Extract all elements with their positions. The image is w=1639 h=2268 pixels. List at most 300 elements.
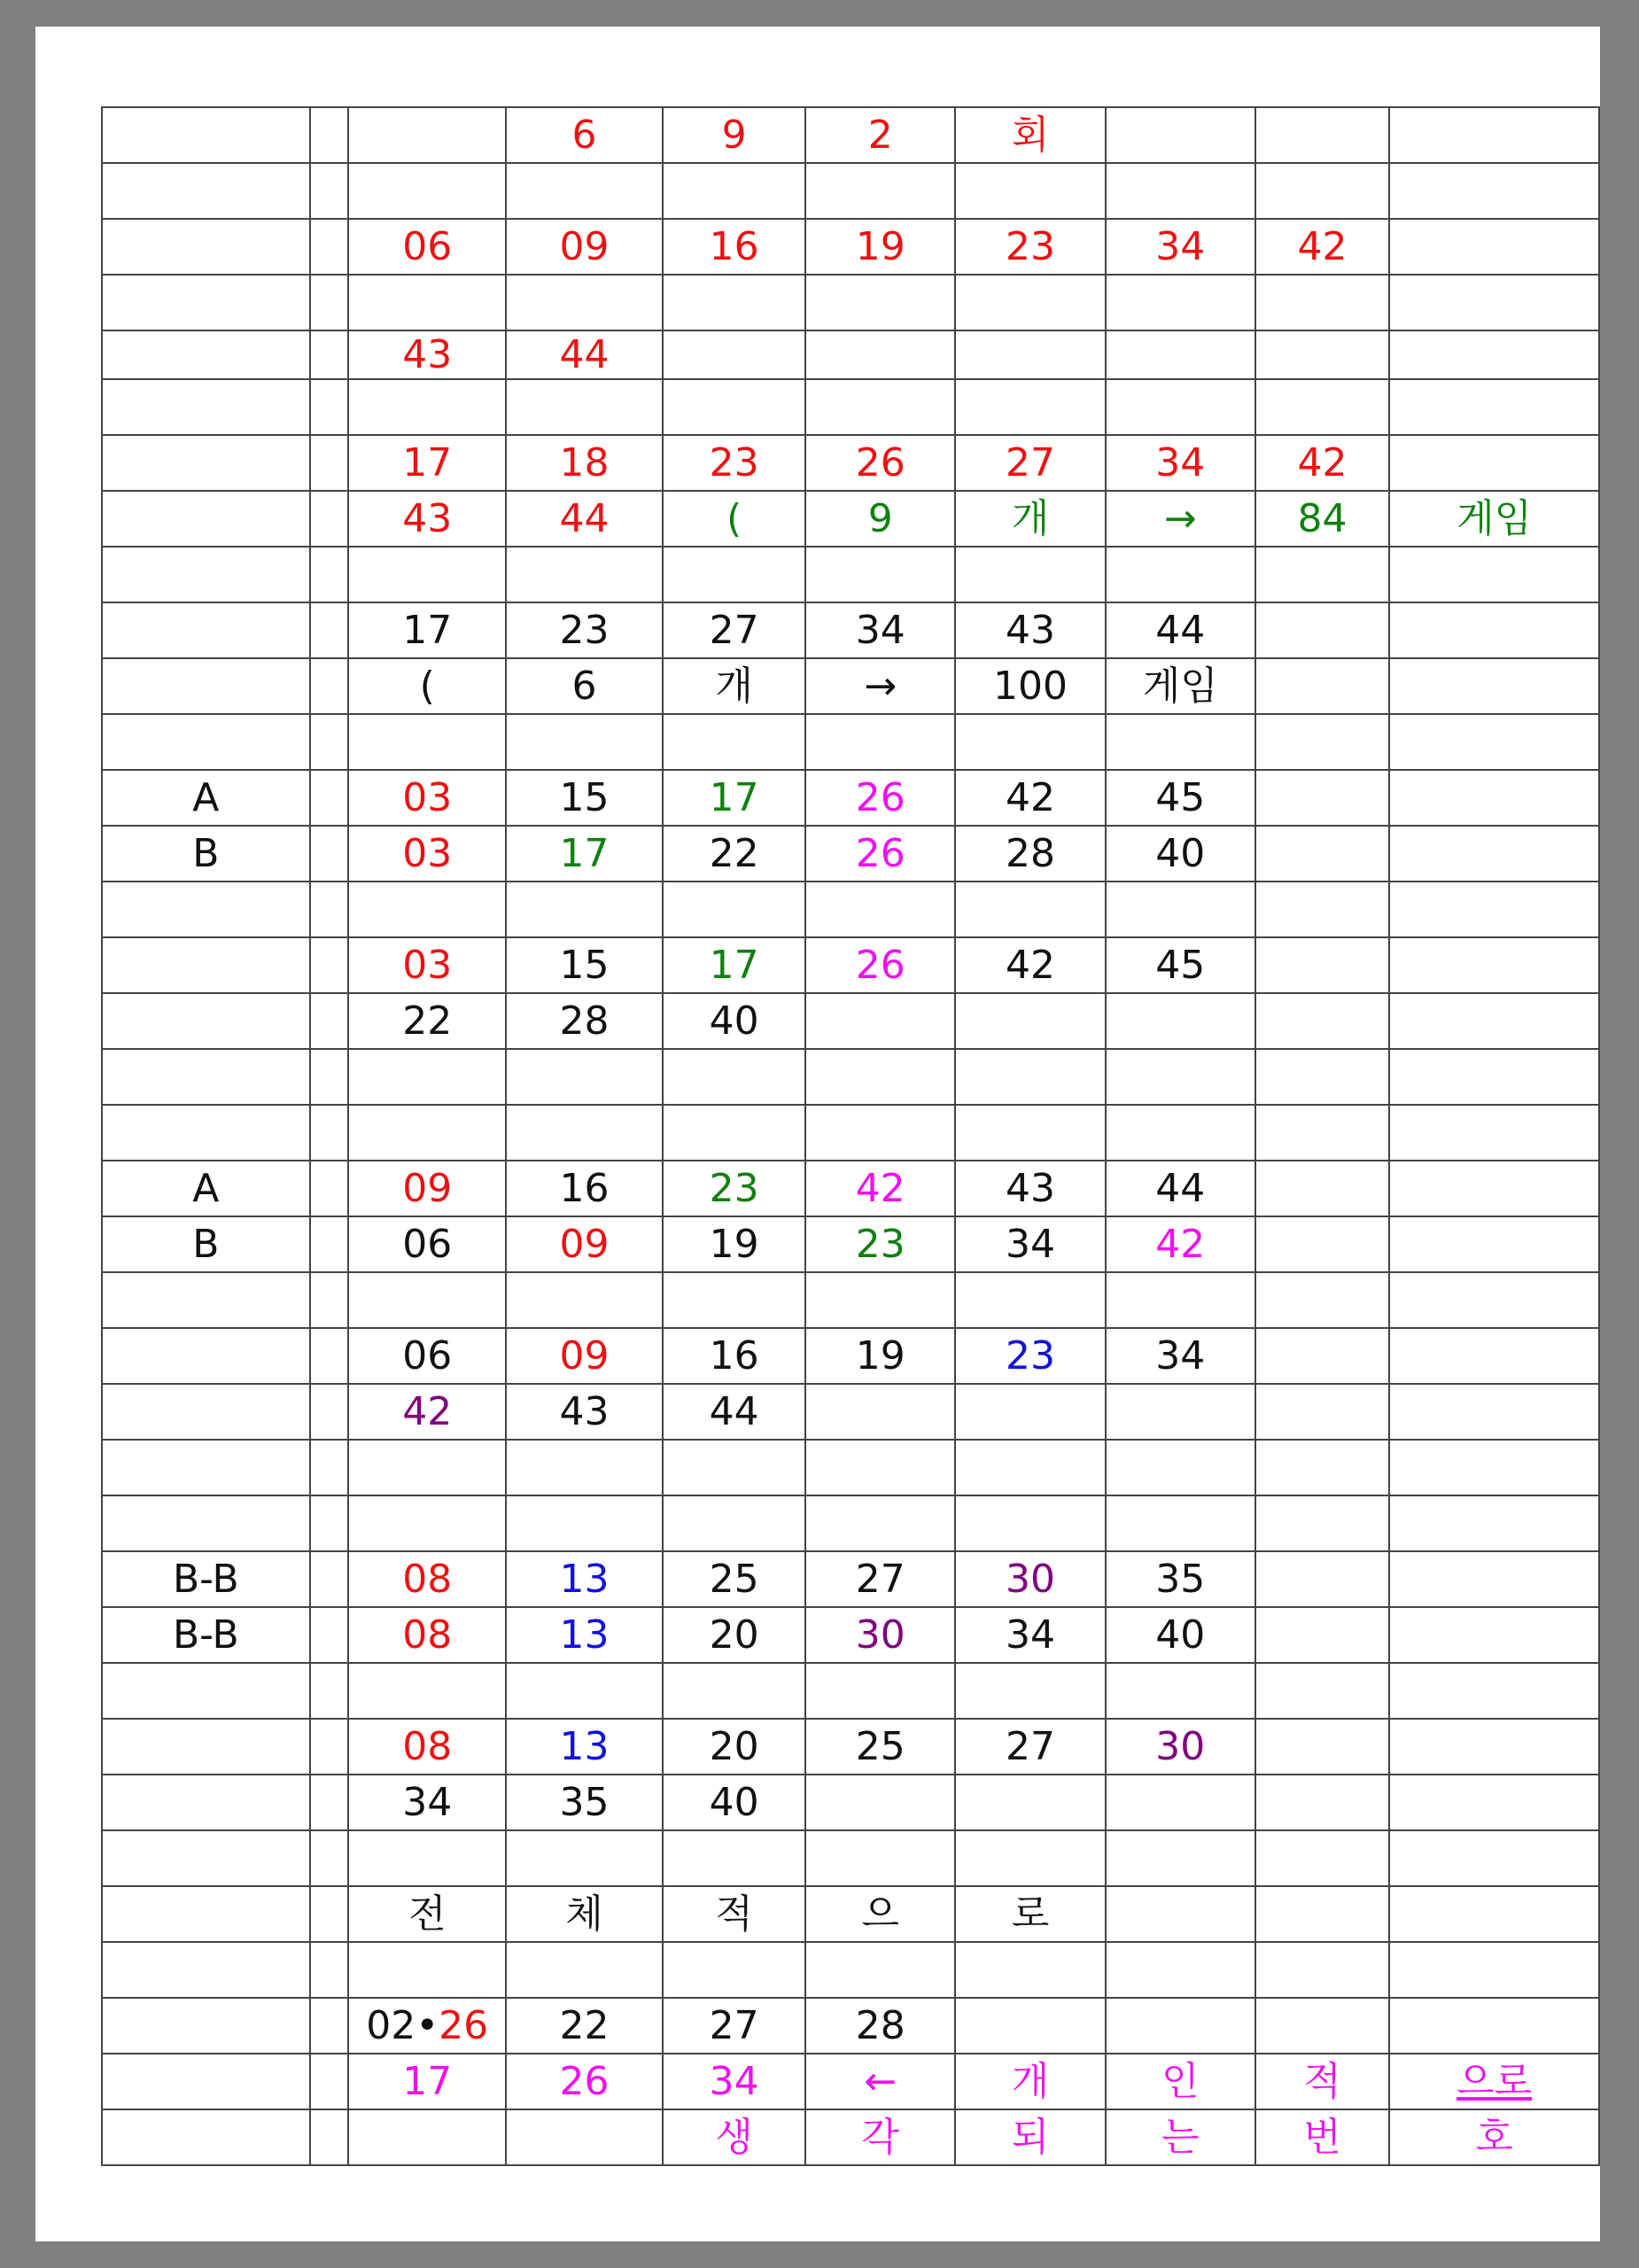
grid-cell xyxy=(506,937,663,993)
grid-cell xyxy=(102,826,310,882)
grid-cell xyxy=(506,882,663,937)
grid-cell xyxy=(506,993,663,1049)
grid-cell xyxy=(310,107,349,163)
cell-text: 34 xyxy=(1155,1332,1206,1379)
grid-cell xyxy=(1106,1161,1255,1216)
grid-cell xyxy=(1389,1328,1599,1384)
cell-text: 되 xyxy=(1011,2114,1050,2160)
cell-text: 09 xyxy=(559,1221,610,1267)
table-row xyxy=(102,379,1599,435)
grid-cell xyxy=(955,714,1105,770)
grid-cell xyxy=(310,826,349,882)
grid-cell xyxy=(102,163,310,219)
grid-cell xyxy=(955,1384,1105,1440)
grid-cell xyxy=(348,714,506,770)
grid-cell xyxy=(663,714,805,770)
grid-cell xyxy=(1106,1942,1255,1998)
grid-cell xyxy=(102,1607,310,1663)
grid-cell xyxy=(805,1105,955,1161)
grid-cell xyxy=(102,2109,310,2165)
cell-text: 44 xyxy=(559,331,610,377)
cell-text: 28 xyxy=(1005,830,1055,876)
grid-cell xyxy=(663,107,805,163)
cell-text: 17 xyxy=(709,774,759,820)
grid-cell xyxy=(805,1384,955,1440)
grid-cell xyxy=(310,1719,349,1775)
number-grid-table xyxy=(101,106,1600,2166)
cell-text: 18 xyxy=(559,439,610,485)
grid-cell xyxy=(310,1161,349,1216)
cell-text: A xyxy=(192,1165,220,1211)
grid-cell xyxy=(310,379,349,435)
grid-cell xyxy=(310,2109,349,2165)
grid-cell xyxy=(1106,2109,1255,2165)
cell-text: 16 xyxy=(709,223,759,269)
cell-text: → xyxy=(864,663,897,709)
grid-cell xyxy=(1389,1719,1599,1775)
table-row xyxy=(102,1942,1599,1998)
grid-cell xyxy=(805,107,955,163)
cell-text: 08 xyxy=(402,1556,453,1602)
grid-cell xyxy=(663,1551,805,1607)
grid-cell xyxy=(1255,602,1389,658)
grid-cell xyxy=(663,330,805,379)
grid-cell xyxy=(1255,275,1389,330)
grid-cell xyxy=(1389,379,1599,435)
grid-cell xyxy=(955,1272,1105,1328)
cell-text: 42 xyxy=(1005,942,1055,988)
table-row xyxy=(102,1216,1599,1272)
cell-text: 43 xyxy=(559,1388,610,1434)
grid-cell xyxy=(310,937,349,993)
grid-cell xyxy=(348,770,506,826)
grid-cell xyxy=(955,1105,1105,1161)
cell-text: 08 xyxy=(402,1723,453,1769)
grid-cell xyxy=(310,770,349,826)
grid-cell xyxy=(310,1551,349,1607)
grid-cell xyxy=(1106,2054,1255,2109)
grid-cell xyxy=(1389,1105,1599,1161)
grid-cell xyxy=(955,1663,1105,1719)
grid-cell xyxy=(348,993,506,1049)
grid-cell xyxy=(506,1775,663,1830)
cell-text: 45 xyxy=(1155,942,1206,988)
table-row xyxy=(102,993,1599,1049)
grid-cell xyxy=(506,826,663,882)
grid-cell xyxy=(1255,714,1389,770)
grid-cell xyxy=(805,602,955,658)
cell-text: 43 xyxy=(1005,1165,1055,1211)
grid-cell xyxy=(348,107,506,163)
grid-cell xyxy=(805,379,955,435)
grid-cell xyxy=(102,1272,310,1328)
grid-cell xyxy=(805,491,955,547)
cell-text: 43 xyxy=(1005,607,1055,653)
grid-cell xyxy=(310,435,349,491)
cell-text: 호 xyxy=(1475,2114,1513,2160)
cell-text: 번 xyxy=(1303,2114,1341,2160)
cell-text: 개 xyxy=(1011,495,1050,541)
table-row xyxy=(102,882,1599,937)
cell-text: 44 xyxy=(1155,607,1206,653)
grid-cell xyxy=(1255,1328,1389,1384)
grid-cell xyxy=(805,1998,955,2054)
cell-text: 03 xyxy=(402,942,453,988)
cell-text: 40 xyxy=(1155,830,1206,876)
grid-cell xyxy=(1106,1105,1255,1161)
cell-text: 35 xyxy=(1155,1556,1206,1602)
cell-text: 19 xyxy=(855,223,905,269)
grid-cell xyxy=(310,275,349,330)
grid-cell xyxy=(1106,770,1255,826)
grid-cell xyxy=(663,1384,805,1440)
cell-text: 게임 xyxy=(1142,663,1218,709)
grid-cell xyxy=(663,491,805,547)
cell-text: B-B xyxy=(173,1612,239,1658)
grid-cell xyxy=(348,275,506,330)
grid-cell xyxy=(348,1775,506,1830)
grid-cell xyxy=(1255,107,1389,163)
grid-cell xyxy=(1106,219,1255,275)
grid-cell xyxy=(506,435,663,491)
grid-cell xyxy=(955,2109,1105,2165)
grid-cell xyxy=(102,1216,310,1272)
grid-cell xyxy=(805,993,955,1049)
cell-text: 26 xyxy=(855,942,905,988)
grid-cell xyxy=(663,1049,805,1105)
grid-cell xyxy=(506,547,663,602)
cell-text: 20 xyxy=(709,1723,759,1769)
grid-cell xyxy=(102,1440,310,1495)
grid-cell xyxy=(1389,1942,1599,1998)
grid-cell xyxy=(1389,1161,1599,1216)
table-row xyxy=(102,1607,1599,1663)
grid-cell xyxy=(506,1216,663,1272)
grid-cell xyxy=(1255,2109,1389,2165)
grid-cell xyxy=(348,1161,506,1216)
grid-cell xyxy=(506,107,663,163)
grid-cell xyxy=(310,1495,349,1551)
cell-text: 09 xyxy=(402,1165,453,1211)
cell-text: 42 xyxy=(402,1388,453,1434)
grid-cell xyxy=(663,1719,805,1775)
cell-text: 17 xyxy=(402,2058,453,2104)
grid-cell xyxy=(1389,275,1599,330)
grid-cell xyxy=(805,330,955,379)
cell-text: 27 xyxy=(1005,439,1055,485)
grid-cell xyxy=(1255,1998,1389,2054)
grid-cell xyxy=(1389,993,1599,1049)
grid-cell xyxy=(1106,826,1255,882)
grid-cell xyxy=(310,882,349,937)
cell-text: 으 xyxy=(861,1891,900,1937)
grid-cell xyxy=(1106,882,1255,937)
grid-cell xyxy=(310,658,349,714)
grid-cell xyxy=(310,1384,349,1440)
grid-cell xyxy=(1389,1049,1599,1105)
grid-cell xyxy=(348,2109,506,2165)
grid-cell xyxy=(663,163,805,219)
grid-cell xyxy=(663,435,805,491)
grid-cell xyxy=(348,1384,506,1440)
grid-cell xyxy=(955,602,1105,658)
grid-cell xyxy=(348,2054,506,2109)
grid-cell xyxy=(348,937,506,993)
grid-cell xyxy=(1255,330,1389,379)
cell-text: 23 xyxy=(1005,223,1055,269)
cell-text: 45 xyxy=(1155,774,1206,820)
table-row xyxy=(102,1998,1599,2054)
grid-cell xyxy=(805,1328,955,1384)
cell-text: A xyxy=(192,774,220,820)
grid-cell xyxy=(805,1942,955,1998)
cell-text: 17 xyxy=(709,942,759,988)
cell-text: 9 xyxy=(721,112,747,158)
grid-cell xyxy=(1106,1049,1255,1105)
grid-cell xyxy=(955,937,1105,993)
grid-cell xyxy=(1389,937,1599,993)
grid-cell xyxy=(805,2109,955,2165)
cell-text: 적 xyxy=(1303,2058,1341,2104)
cell-text: 17 xyxy=(402,607,453,653)
cell-text: 적 xyxy=(715,1891,753,1937)
table-row xyxy=(102,1105,1599,1161)
cell-text: 22 xyxy=(559,2002,610,2048)
grid-cell xyxy=(805,1049,955,1105)
grid-cell xyxy=(1106,1495,1255,1551)
grid-cell xyxy=(1106,330,1255,379)
cell-text: 전 xyxy=(408,1891,447,1937)
cell-text: 23 xyxy=(709,439,759,485)
grid-cell xyxy=(102,770,310,826)
grid-cell xyxy=(348,1886,506,1942)
cell-text: 19 xyxy=(709,1221,759,1267)
grid-cell xyxy=(310,602,349,658)
grid-cell xyxy=(663,937,805,993)
cell-text: → xyxy=(1163,495,1197,541)
grid-cell xyxy=(348,379,506,435)
grid-cell xyxy=(1255,826,1389,882)
grid-cell xyxy=(663,1272,805,1328)
grid-cell xyxy=(1255,1886,1389,1942)
cell-text: 42 xyxy=(1155,1221,1206,1267)
table-row xyxy=(102,1495,1599,1551)
grid-cell xyxy=(1389,330,1599,379)
grid-cell xyxy=(1255,1775,1389,1830)
grid-cell xyxy=(102,1830,310,1886)
grid-cell xyxy=(805,770,955,826)
grid-cell xyxy=(955,1049,1105,1105)
grid-cell xyxy=(663,1607,805,1663)
table-row xyxy=(102,714,1599,770)
grid-cell xyxy=(1255,1607,1389,1663)
table-row xyxy=(102,1886,1599,1942)
cell-text: 100 xyxy=(992,663,1068,709)
grid-cell xyxy=(310,1328,349,1384)
cell-text: 30 xyxy=(1005,1556,1055,1602)
grid-cell xyxy=(1389,1607,1599,1663)
grid-cell xyxy=(663,2054,805,2109)
cell-text: 35 xyxy=(559,1779,610,1825)
grid-cell xyxy=(1389,714,1599,770)
grid-cell xyxy=(1106,993,1255,1049)
cell-text: 2 xyxy=(867,112,893,158)
grid-cell xyxy=(506,1663,663,1719)
grid-cell xyxy=(1389,163,1599,219)
grid-cell xyxy=(663,882,805,937)
cell-text: 42 xyxy=(1297,439,1348,485)
grid-cell xyxy=(348,330,506,379)
cell-text: 09 xyxy=(559,1332,610,1379)
cell-text: 16 xyxy=(709,1332,759,1379)
grid-cell xyxy=(310,1942,349,1998)
table-row xyxy=(102,1161,1599,1216)
grid-cell xyxy=(1106,1719,1255,1775)
grid-cell xyxy=(663,275,805,330)
table-row xyxy=(102,1830,1599,1886)
grid-cell xyxy=(506,602,663,658)
table-row xyxy=(102,602,1599,658)
cell-text: 9 xyxy=(867,495,893,541)
cell-text: 40 xyxy=(709,998,759,1044)
grid-cell xyxy=(1389,882,1599,937)
cell-text: 6 xyxy=(571,112,597,158)
cell-text: 23 xyxy=(709,1165,759,1211)
cell-text: 06 xyxy=(402,1221,453,1267)
grid-cell xyxy=(1106,602,1255,658)
grid-cell xyxy=(102,1495,310,1551)
cell-text: 인 xyxy=(1161,2058,1200,2104)
grid-cell xyxy=(805,547,955,602)
grid-cell xyxy=(1255,1161,1389,1216)
grid-cell xyxy=(805,219,955,275)
grid-cell xyxy=(663,1105,805,1161)
grid-cell xyxy=(102,714,310,770)
grid-cell xyxy=(1255,1049,1389,1105)
table-row xyxy=(102,330,1599,379)
grid-cell xyxy=(955,826,1105,882)
grid-cell xyxy=(1255,219,1389,275)
grid-cell xyxy=(102,107,310,163)
grid-cell xyxy=(1106,937,1255,993)
grid-cell xyxy=(663,770,805,826)
table-row xyxy=(102,163,1599,219)
grid-cell xyxy=(1389,1663,1599,1719)
cell-text: 06 xyxy=(402,1332,453,1379)
grid-cell xyxy=(663,1886,805,1942)
grid-cell xyxy=(1106,107,1255,163)
cell-text: 22 xyxy=(402,998,453,1044)
cell-text: 27 xyxy=(709,607,759,653)
grid-cell xyxy=(1389,1830,1599,1886)
cell-text: 로 xyxy=(1011,1891,1050,1937)
cell-text: 44 xyxy=(709,1388,759,1434)
cell-text: 28 xyxy=(559,998,610,1044)
table-row xyxy=(102,658,1599,714)
grid-cell xyxy=(102,993,310,1049)
cell-text: 34 xyxy=(1155,439,1206,485)
grid-cell xyxy=(1389,1998,1599,2054)
grid-cell xyxy=(348,882,506,937)
cell-text: 22 xyxy=(709,830,759,876)
cell-text: 27 xyxy=(709,2002,759,2048)
cell-text: 25 xyxy=(855,1723,905,1769)
grid-cell xyxy=(955,1830,1105,1886)
cell-text: 34 xyxy=(1155,223,1206,269)
grid-cell xyxy=(1255,547,1389,602)
grid-cell xyxy=(805,1161,955,1216)
grid-cell xyxy=(310,330,349,379)
cell-text: 13 xyxy=(559,1723,610,1769)
grid-cell xyxy=(1255,1719,1389,1775)
grid-cell xyxy=(310,1886,349,1942)
grid-cell xyxy=(506,1049,663,1105)
cell-text: 15 xyxy=(559,942,610,988)
grid-cell xyxy=(805,1886,955,1942)
grid-cell xyxy=(1106,1551,1255,1607)
grid-cell xyxy=(663,1216,805,1272)
grid-cell xyxy=(348,1942,506,1998)
cell-text: 40 xyxy=(1155,1612,1206,1658)
table-row xyxy=(102,1663,1599,1719)
grid-cell xyxy=(102,658,310,714)
grid-cell xyxy=(102,1105,310,1161)
grid-cell xyxy=(955,1161,1105,1216)
grid-cell xyxy=(1389,1440,1599,1495)
grid-cell xyxy=(1106,1886,1255,1942)
cell-text: 26 xyxy=(559,2058,610,2104)
grid-cell xyxy=(506,1161,663,1216)
grid-cell xyxy=(1255,379,1389,435)
cell-text: 30 xyxy=(1155,1723,1206,1769)
grid-cell xyxy=(1389,1775,1599,1830)
cell-text: 13 xyxy=(559,1556,610,1602)
grid-cell xyxy=(348,602,506,658)
grid-cell xyxy=(955,658,1105,714)
grid-cell xyxy=(805,1663,955,1719)
grid-cell xyxy=(1389,2109,1599,2165)
grid-cell xyxy=(805,163,955,219)
grid-cell xyxy=(955,882,1105,937)
grid-cell xyxy=(348,1830,506,1886)
cell-text: 30 xyxy=(855,1612,905,1658)
grid-cell xyxy=(1389,658,1599,714)
grid-cell xyxy=(348,1440,506,1495)
grid-cell xyxy=(805,1440,955,1495)
cell-text: 84 xyxy=(1297,495,1348,541)
table-row xyxy=(102,826,1599,882)
grid-cell xyxy=(1255,993,1389,1049)
grid-cell xyxy=(1106,547,1255,602)
grid-cell xyxy=(506,1272,663,1328)
grid-cell xyxy=(805,1495,955,1551)
cell-text: 03 xyxy=(402,774,453,820)
grid-cell xyxy=(506,330,663,379)
grid-cell xyxy=(1255,1105,1389,1161)
grid-cell xyxy=(102,491,310,547)
cell-text: 개 xyxy=(1011,2058,1050,2104)
grid-cell xyxy=(1106,379,1255,435)
table-row xyxy=(102,1719,1599,1775)
cell-text: 19 xyxy=(855,1332,905,1379)
grid-cell xyxy=(102,219,310,275)
grid-cell xyxy=(348,1216,506,1272)
grid-cell xyxy=(955,107,1105,163)
grid-cell xyxy=(955,379,1105,435)
grid-cell xyxy=(506,2054,663,2109)
grid-cell xyxy=(102,1551,310,1607)
grid-cell xyxy=(310,1105,349,1161)
